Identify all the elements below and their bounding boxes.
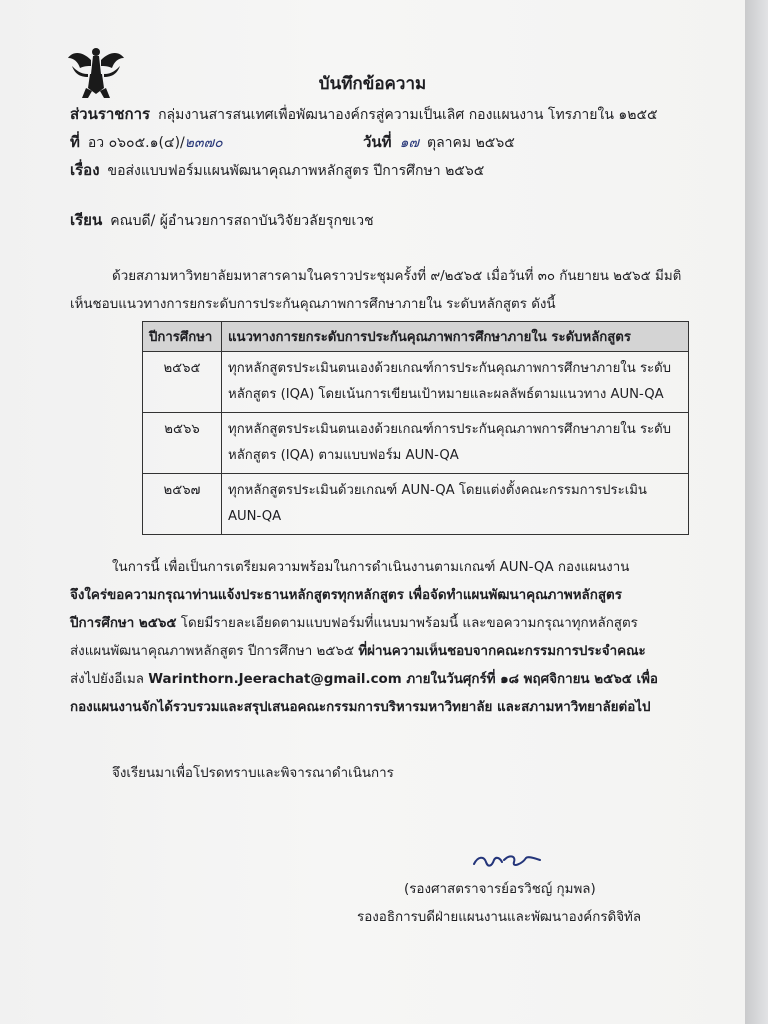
paragraph-2-line-5-start: ส่งไปยังอีเมล [70, 672, 149, 687]
addressee-line [70, 208, 374, 232]
standards-table [142, 321, 689, 535]
paragraph-2-line-6: กองแผนงานจักได้รวบรวมและสรุปเสนอคณะกรรมการบริหารมหาวิทยาลัย และสภามหาวิทยาลัยต่อไป [70, 700, 651, 715]
subject-label: เรื่อง [70, 161, 100, 179]
paragraph-2-line-4-start: ส่งแผนพัฒนาคุณภาพหลักสูตร ปีการศึกษา ๒๕๖๕ [70, 644, 359, 659]
table-row [143, 474, 689, 535]
paragraph-2-line-1: ในการนี้ เพื่อเป็นการเตรียมความพร้อมในการดำเนินงานตามเกณฑ์ AUN-QA กองแผนงาน [112, 560, 630, 575]
paragraph-2-line-2: จึงใคร่ขอความกรุณาท่านแจ้งประธานหลักสูตรทุกหลักสูตร เพื่อจัดทำแผนพัฒนาคุณภาพหลักสูตร [70, 588, 622, 603]
paragraph-2-line-3-rest: โดยมีรายละเอียดตามแบบฟอร์มที่แนบมาพร้อมนี้ และขอความกรุณาทุกหลักสูตร [176, 616, 638, 631]
date-line [363, 130, 515, 154]
table-cell-line: AUN-QA [228, 509, 282, 524]
table-cell-line: ทุกหลักสูตรประเมินด้วยเกณฑ์ AUN-QA โดยแต่งตั้งคณะกรรมการประเมิน [228, 483, 647, 498]
agency-line [70, 102, 658, 126]
signatory-position: รองอธิการบดีฝ่ายแผนงานและพัฒนาองค์กรดิจิทัล [357, 910, 642, 925]
table-cell-year: ๒๕๖๖ [143, 413, 222, 474]
subject-value: ขอส่งแบบฟอร์มแผนพัฒนาคุณภาพหลักสูตร ปีการศึกษา ๒๕๖๕ [107, 163, 485, 179]
addressee-label: เรียน [70, 211, 103, 229]
paragraph-1-line-1: ด้วยสภามหาวิทยาลัยมหาสารคามในคราวประชุมครั้งที่ ๙/๒๕๖๕ เมื่อวันที่ ๓๐ กันยายน ๒๕๖๕ มีมติ [112, 269, 682, 284]
paragraph-2-line-4 [70, 640, 646, 661]
agency-value: กลุ่มงานสารสนเทศเพื่อพัฒนาองค์กรสู่ความเป็นเลิศ กองแผนงาน โทรภายใน ๑๒๕๕ [158, 107, 658, 123]
page-title: บันทึกข้อความ [318, 74, 427, 94]
paragraph-2-line-3 [70, 612, 638, 633]
table-cell-guideline [222, 474, 689, 535]
table-cell-line: ทุกหลักสูตรประเมินตนเองด้วยเกณฑ์การประกันคุณภาพการศึกษาภายใน ระดับ [228, 361, 672, 376]
closing-line: จึงเรียนมาเพื่อโปรดทราบและพิจารณาดำเนินการ [112, 766, 394, 781]
table-row [143, 413, 689, 474]
date-label: วันที่ [363, 133, 392, 151]
table-cell-year: ๒๕๖๗ [143, 474, 222, 535]
date-day-handwritten: ๑๗ [399, 135, 419, 151]
addressee-value: คณบดี/ ผู้อำนวยการสถาบันวิจัยวลัยรุกขเวช [110, 213, 374, 229]
academic-year-emphasis: ปีการศึกษา ๒๕๖๕ [70, 616, 177, 631]
table-cell-year: ๒๕๖๕ [143, 352, 222, 413]
table-header-row [143, 322, 689, 352]
date-value: ตุลาคม ๒๕๖๕ [427, 135, 515, 151]
email-deadline: Warinthorn.Jeerachat@gmail.com ภายในวันศุกร์ที่ ๑๘ พฤศจิกายน ๒๕๖๕ เพื่อ [148, 672, 658, 687]
reference-label: ที่ [70, 133, 80, 151]
reference-value: อว ๐๖๐๕.๑(๔)/ [87, 135, 185, 151]
table-cell-line: หลักสูตร (IQA) โดยเน้นการเขียนเป้าหมายและผลลัพธ์ตามแนวทาง AUN-QA [228, 387, 664, 402]
signatory-name: (รองศาสตราจารย์อรวิชญ์ กุมพล) [404, 882, 596, 897]
paragraph-1-line-2: เห็นชอบแนวทางการยกระดับการประกันคุณภาพการศึกษาภายใน ระดับหลักสูตร ดังนี้ [70, 297, 556, 312]
reference-line [70, 130, 223, 154]
table-cell-guideline [222, 352, 689, 413]
table-cell-guideline [222, 413, 689, 474]
agency-label: ส่วนราชการ [70, 105, 151, 123]
table-cell-line: ทุกหลักสูตรประเมินตนเองด้วยเกณฑ์การประกันคุณภาพการศึกษาภายใน ระดับ [228, 422, 672, 437]
subject-line [70, 158, 484, 182]
handwritten-signature [470, 848, 550, 872]
paragraph-2-line-5 [70, 668, 658, 689]
table-cell-line: หลักสูตร (IQA) ตามแบบฟอร์ม AUN-QA [228, 448, 459, 463]
paragraph-2-line-4-emphasis: ที่ผ่านความเห็นชอบจากคณะกรรมการประจำคณะ [358, 644, 646, 659]
background-edge [745, 0, 768, 1024]
table-row [143, 352, 689, 413]
table-header-guideline: แนวทางการยกระดับการประกันคุณภาพการศึกษาภายใน ระดับหลักสูตร [222, 322, 689, 352]
reference-number-handwritten: ๒๓๗๐ [184, 135, 223, 151]
table-header-year: ปีการศึกษา [143, 322, 222, 352]
